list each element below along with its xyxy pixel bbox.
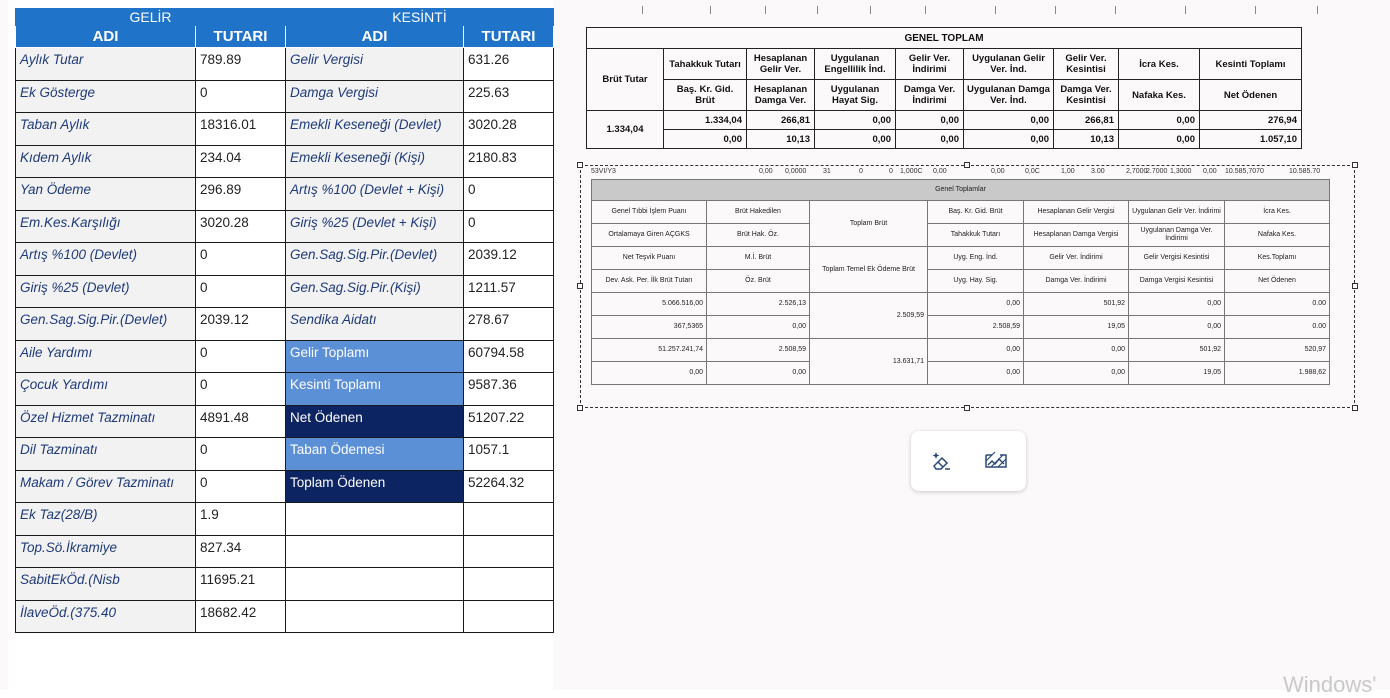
- label-cell: Damga Vergisi Kesintisi: [1129, 270, 1225, 293]
- kesinti-name-cell[interactable]: Damga Vergisi: [286, 80, 464, 113]
- gelir-name-cell[interactable]: Aylık Tutar: [16, 48, 196, 81]
- label-cell: Öz. Brüt: [707, 270, 810, 293]
- kesinti-name-cell[interactable]: Emekli Keseneği (Devlet): [286, 113, 464, 146]
- strip-value: 0,0C: [1025, 168, 1040, 175]
- gelir-value-cell[interactable]: 234.04: [196, 145, 286, 178]
- genel-toplam-header: Uygulanan Damga Ver. İnd.: [964, 80, 1054, 111]
- label-cell: Damga Ver. İndirimi: [1024, 270, 1129, 293]
- label-cell: Ortalamaya Giren AÇGKS: [592, 224, 707, 247]
- genel-toplam-value: 266,81: [1054, 111, 1119, 130]
- genel-toplam-header: Uygulanan Hayat Sig.: [815, 80, 896, 111]
- data-cell: 0,00: [707, 362, 810, 385]
- gelir-name-cell[interactable]: Özel Hizmet Tazminatı: [16, 405, 196, 438]
- brut-tutar-value: 1.334,04: [587, 111, 664, 149]
- genel-toplam-value: 0,00: [1119, 111, 1200, 130]
- payroll-row: [16, 535, 554, 568]
- gelir-name-cell[interactable]: İlaveÖd.(375.40: [16, 600, 196, 633]
- genel-toplam-header: Hesaplanan Damga Ver.: [747, 80, 815, 111]
- genel-toplam-header: Gelir Ver. Kesintisi: [1054, 49, 1119, 80]
- genel-toplam-table: [586, 27, 1302, 149]
- resize-handle-bottom[interactable]: [964, 405, 970, 411]
- data-cell: 501,92: [1129, 339, 1225, 362]
- gelir-value-cell[interactable]: 789.89: [196, 48, 286, 81]
- kesinti-value-cell[interactable]: [464, 600, 554, 633]
- data-row: [592, 316, 1330, 339]
- kesinti-name-cell[interactable]: [286, 600, 464, 633]
- genel-toplamlar-table: [591, 179, 1330, 385]
- data-cell: 2.508,59: [928, 316, 1024, 339]
- gelir-header: GELİR: [16, 9, 286, 26]
- kesinti-name-cell[interactable]: Gen.Sag.Sig.Pir.(Kişi): [286, 275, 464, 308]
- payroll-row: [16, 600, 554, 633]
- payroll-row: [16, 275, 554, 308]
- gelir-name-cell[interactable]: Em.Kes.Karşılığı: [16, 210, 196, 243]
- kesinti-name-cell[interactable]: Emekli Keseneği (Kişi): [286, 145, 464, 178]
- gelir-value-cell[interactable]: 0: [196, 275, 286, 308]
- kesinti-value-cell[interactable]: 51207.22: [464, 405, 554, 438]
- gelir-value-cell[interactable]: 0: [196, 373, 286, 406]
- windows-activation-watermark: Windows': [1283, 672, 1377, 697]
- strip-value: 0,00: [933, 168, 947, 175]
- kesinti-name-cell[interactable]: Gen.Sag.Sig.Pir.(Devlet): [286, 243, 464, 276]
- data-cell: 0.00: [1225, 293, 1330, 316]
- kesinti-value-cell[interactable]: 2039.12: [464, 243, 554, 276]
- kesinti-name-cell[interactable]: Sendika Aidatı: [286, 308, 464, 341]
- data-cell: 0.00: [1225, 316, 1330, 339]
- genel-toplam-header: Damga Ver. Kesintisi: [1054, 80, 1119, 111]
- strip-value: 2,7000: [1126, 168, 1148, 175]
- gelir-value-cell[interactable]: 2039.12: [196, 308, 286, 341]
- kesinti-value-cell[interactable]: 631.26: [464, 48, 554, 81]
- payroll-row: [16, 470, 554, 503]
- kesinti-adi-header: ADI: [286, 26, 464, 48]
- resize-handle-bottom-right[interactable]: [1352, 405, 1358, 411]
- kesinti-name-cell[interactable]: [286, 535, 464, 568]
- kesinti-value-cell[interactable]: 1057.1: [464, 438, 554, 471]
- data-cell: 0,00: [707, 316, 810, 339]
- kesinti-value-cell[interactable]: 1211.57: [464, 275, 554, 308]
- resize-handle-left[interactable]: [577, 283, 583, 289]
- gelir-value-cell[interactable]: 0: [196, 438, 286, 471]
- image-quick-toolbar: [911, 431, 1026, 491]
- resize-handle-top-right[interactable]: [1352, 162, 1358, 168]
- gelir-tutari-header: TUTARI: [196, 26, 286, 48]
- label-cell: Hesaplanan Gelir Vergisi: [1024, 201, 1129, 224]
- data-row: [592, 362, 1330, 385]
- data-cell: 0,00: [928, 293, 1024, 316]
- remove-background-button[interactable]: [981, 446, 1011, 476]
- gelir-name-cell[interactable]: Makam / Görev Tazminatı: [16, 470, 196, 503]
- genel-toplam-header: İcra Kes.: [1119, 49, 1200, 80]
- genel-toplam-value: 1.334,04: [664, 111, 747, 130]
- kesinti-value-cell[interactable]: 9587.36: [464, 373, 554, 406]
- kesinti-value-cell[interactable]: 225.63: [464, 80, 554, 113]
- strip-value: 0,00: [759, 168, 773, 175]
- strip-value: 1,00: [1061, 168, 1075, 175]
- kesinti-name-cell[interactable]: Giriş %25 (Devlet + Kişi): [286, 210, 464, 243]
- gelir-name-cell[interactable]: Gen.Sag.Sig.Pir.(Devlet): [16, 308, 196, 341]
- genel-toplam-header: Nafaka Kes.: [1119, 80, 1200, 111]
- label-cell: Uygulanan Gelir Ver. İndirimi: [1129, 201, 1225, 224]
- mid-data-cell: 2.509,59: [810, 293, 928, 339]
- label-row: [592, 270, 1330, 293]
- data-cell: 0,00: [592, 362, 707, 385]
- genel-toplam-value: 10,13: [747, 130, 815, 149]
- gelir-name-cell[interactable]: Ek Taz(28/B): [16, 503, 196, 536]
- label-cell: Brüt Hak. Öz.: [707, 224, 810, 247]
- mid-label-cell: Toplam Brüt: [810, 201, 928, 247]
- data-cell: 0,00: [928, 362, 1024, 385]
- strip-value: 0: [859, 168, 863, 175]
- data-cell: 2.526,13: [707, 293, 810, 316]
- kesinti-value-cell[interactable]: 52264.32: [464, 470, 554, 503]
- kesinti-value-cell[interactable]: 60794.58: [464, 340, 554, 373]
- label-cell: Uyg. Eng. İnd.: [928, 247, 1024, 270]
- genel-toplamlar-title: Genel Toplamlar: [592, 180, 1330, 201]
- genel-toplam-title: GENEL TOPLAM: [587, 28, 1302, 49]
- payroll-row: [16, 503, 554, 536]
- genel-toplam-value: 0,00: [896, 130, 964, 149]
- payroll-row: [16, 405, 554, 438]
- resize-handle-right[interactable]: [1352, 283, 1358, 289]
- gelir-value-cell[interactable]: 18316.01: [196, 113, 286, 146]
- genel-toplam-header: Kesinti Toplamı: [1200, 49, 1302, 80]
- label-cell: Net Teşvik Puanı: [592, 247, 707, 270]
- data-row: [592, 293, 1330, 316]
- values-strip: [589, 166, 1343, 178]
- data-cell: 1.988,62: [1225, 362, 1330, 385]
- genel-toplam-value: 0,00: [964, 130, 1054, 149]
- kesinti-name-cell[interactable]: Toplam Ödenen: [286, 470, 464, 503]
- label-cell: M.İ. Brüt: [707, 247, 810, 270]
- genel-toplam-header: Net Ödenen: [1200, 80, 1302, 111]
- data-cell: 19,05: [1129, 362, 1225, 385]
- kesinti-value-cell[interactable]: 0: [464, 210, 554, 243]
- genel-toplam-header: Hesaplanan Gelir Ver.: [747, 49, 815, 80]
- genel-toplam-value: 0,00: [815, 130, 896, 149]
- data-cell: 0,00: [1129, 293, 1225, 316]
- strip-value: 31: [823, 168, 831, 175]
- label-cell: İcra Kes.: [1225, 201, 1330, 224]
- ruler-strip: [555, 0, 1350, 14]
- payroll-row: [16, 243, 554, 276]
- payroll-row: [16, 145, 554, 178]
- data-cell: 19,05: [1024, 316, 1129, 339]
- data-cell: 367,5365: [592, 316, 707, 339]
- label-cell: Tahakkuk Tutarı: [928, 224, 1024, 247]
- strip-value: 0,00: [1203, 168, 1217, 175]
- kesinti-value-cell[interactable]: 278.67: [464, 308, 554, 341]
- kesinti-tutari-header: TUTARI: [464, 26, 554, 48]
- kesinti-name-cell[interactable]: Kesinti Toplamı: [286, 373, 464, 406]
- genel-toplam-value: 0,00: [896, 111, 964, 130]
- payroll-row: [16, 178, 554, 211]
- payroll-row: [16, 438, 554, 471]
- gelir-value-cell[interactable]: 296.89: [196, 178, 286, 211]
- data-cell: 520,97: [1225, 339, 1330, 362]
- magic-eraser-icon: [929, 449, 953, 473]
- label-cell: Uyg. Hay. Sig.: [928, 270, 1024, 293]
- gelir-name-cell[interactable]: Çocuk Yardımı: [16, 373, 196, 406]
- kesinti-value-cell[interactable]: [464, 503, 554, 536]
- strip-value: 3.00: [1091, 168, 1105, 175]
- gelir-name-cell[interactable]: Kıdem Aylık: [16, 145, 196, 178]
- payroll-row: [16, 113, 554, 146]
- label-row: [592, 201, 1330, 224]
- gelir-value-cell[interactable]: 4891.48: [196, 405, 286, 438]
- gelir-adi-header: ADI: [16, 26, 196, 48]
- kesinti-name-cell[interactable]: Net Ödenen: [286, 405, 464, 438]
- label-cell: Genel Tıbbi İşlem Puanı: [592, 201, 707, 224]
- label-cell: Gelir Ver. İndirimi: [1024, 247, 1129, 270]
- genel-toplam-header: Baş. Kr. Gid. Brüt: [664, 80, 747, 111]
- label-cell: Dev. Ask. Per. İlk Brüt Tutarı: [592, 270, 707, 293]
- payroll-table: [15, 8, 554, 633]
- kesinti-name-cell[interactable]: Gelir Vergisi: [286, 48, 464, 81]
- genel-toplam-header: Gelir Ver. İndirimi: [896, 49, 964, 80]
- gelir-value-cell[interactable]: 3020.28: [196, 210, 286, 243]
- payroll-row: [16, 340, 554, 373]
- gelir-value-cell[interactable]: 11695.21: [196, 568, 286, 601]
- gelir-name-cell[interactable]: Top.Sö.İkramiye: [16, 535, 196, 568]
- strip-value: 2.7000: [1146, 168, 1168, 175]
- kesinti-value-cell[interactable]: [464, 568, 554, 601]
- kesinti-value-cell[interactable]: 2180.83: [464, 145, 554, 178]
- strip-value: 10.585,7070: [1225, 168, 1264, 175]
- genel-toplam-value: 0,00: [964, 111, 1054, 130]
- genel-toplam-value: 1.057,10: [1200, 130, 1302, 149]
- genel-toplam-value: 0,00: [664, 130, 747, 149]
- label-cell: Net Ödenen: [1225, 270, 1330, 293]
- data-cell: 51.257.241,74: [592, 339, 707, 362]
- genel-toplam-value: 0,00: [815, 111, 896, 130]
- strip-value: 53VI/Y3: [591, 168, 616, 175]
- kesinti-name-cell[interactable]: Artış %100 (Devlet + Kişi): [286, 178, 464, 211]
- data-cell: 5.066.516,00: [592, 293, 707, 316]
- data-row: [592, 339, 1330, 362]
- strip-value: 1,3000: [1170, 168, 1192, 175]
- label-cell: Gelir Vergisi Kesintisi: [1129, 247, 1225, 270]
- gelir-name-cell[interactable]: Artış %100 (Devlet): [16, 243, 196, 276]
- label-row: [592, 224, 1330, 247]
- resize-handle-top-left[interactable]: [577, 162, 583, 168]
- data-cell: 0,00: [1024, 339, 1129, 362]
- genel-toplam-header: Uygulanan Engellilik İnd.: [815, 49, 896, 80]
- label-cell: Kes.Toplamı: [1225, 247, 1330, 270]
- label-cell: Baş. Kr. Gid. Brüt: [928, 201, 1024, 224]
- payroll-row: [16, 48, 554, 81]
- label-cell: Uygulanan Damga Ver. İndirimi: [1129, 224, 1225, 247]
- data-cell: 0,00: [928, 339, 1024, 362]
- label-cell: Hesaplanan Damga Vergisi: [1024, 224, 1129, 247]
- strip-value: 1,000C: [900, 168, 923, 175]
- genel-toplam-value: 266,81: [747, 111, 815, 130]
- kesinti-value-cell[interactable]: 0: [464, 178, 554, 211]
- payroll-row: [16, 568, 554, 601]
- brut-tutar-label: Brüt Tutar: [587, 49, 664, 111]
- payroll-row: [16, 373, 554, 406]
- gelir-name-cell[interactable]: Yan Ödeme: [16, 178, 196, 211]
- genel-toplam-value: 0,00: [1119, 130, 1200, 149]
- gelir-value-cell[interactable]: 18682.42: [196, 600, 286, 633]
- mid-data-cell: 13.631,71: [810, 339, 928, 385]
- gelir-name-cell[interactable]: Giriş %25 (Devlet): [16, 275, 196, 308]
- kesinti-value-cell[interactable]: 3020.28: [464, 113, 554, 146]
- gelir-value-cell[interactable]: 827.34: [196, 535, 286, 568]
- resize-handle-bottom-left[interactable]: [577, 405, 583, 411]
- strip-value: 10.585.70: [1289, 168, 1321, 175]
- magic-eraser-button[interactable]: [926, 446, 956, 476]
- kesinti-name-cell[interactable]: Gelir Toplamı: [286, 340, 464, 373]
- gelir-value-cell[interactable]: 0: [196, 470, 286, 503]
- remove-background-icon: [983, 449, 1009, 473]
- gelir-value-cell[interactable]: 0: [196, 340, 286, 373]
- data-cell: 0,00: [1129, 316, 1225, 339]
- strip-value: 0,00: [991, 168, 1005, 175]
- label-cell: Nafaka Kes.: [1225, 224, 1330, 247]
- payroll-row: [16, 308, 554, 341]
- genel-toplam-value: 10,13: [1054, 130, 1119, 149]
- gelir-value-cell[interactable]: 1.9: [196, 503, 286, 536]
- strip-value: 0,0000: [785, 168, 807, 175]
- kesinti-name-cell[interactable]: [286, 568, 464, 601]
- kesinti-header: KESİNTİ: [286, 9, 554, 26]
- gelir-name-cell[interactable]: Taban Aylık: [16, 113, 196, 146]
- genel-toplam-header: Tahakkuk Tutarı: [664, 49, 747, 80]
- label-row: [592, 247, 1330, 270]
- gelir-name-cell[interactable]: Dil Tazminatı: [16, 438, 196, 471]
- data-cell: 2.508,59: [707, 339, 810, 362]
- data-cell: 0,00: [1024, 362, 1129, 385]
- gelir-value-cell[interactable]: 0: [196, 243, 286, 276]
- gelir-name-cell[interactable]: SabitEkÖd.(Nisb: [16, 568, 196, 601]
- genel-toplamlar-image: [589, 166, 1343, 394]
- kesinti-name-cell[interactable]: [286, 503, 464, 536]
- label-cell: Brüt Hakedilen: [707, 201, 810, 224]
- payroll-row: [16, 80, 554, 113]
- kesinti-value-cell[interactable]: [464, 535, 554, 568]
- gelir-value-cell[interactable]: 0: [196, 80, 286, 113]
- data-cell: 501,92: [1024, 293, 1129, 316]
- strip-value: 0: [889, 168, 893, 175]
- genel-toplam-header: Uygulanan Gelir Ver. İnd.: [964, 49, 1054, 80]
- kesinti-name-cell[interactable]: Taban Ödemesi: [286, 438, 464, 471]
- payroll-row: [16, 210, 554, 243]
- gelir-name-cell[interactable]: Aile Yardımı: [16, 340, 196, 373]
- genel-toplam-value: 276,94: [1200, 111, 1302, 130]
- mid-label-cell: Toplam Temel Ek Ödeme Brüt: [810, 247, 928, 293]
- gelir-name-cell[interactable]: Ek Gösterge: [16, 80, 196, 113]
- genel-toplam-header: Damga Ver. İndirimi: [896, 80, 964, 111]
